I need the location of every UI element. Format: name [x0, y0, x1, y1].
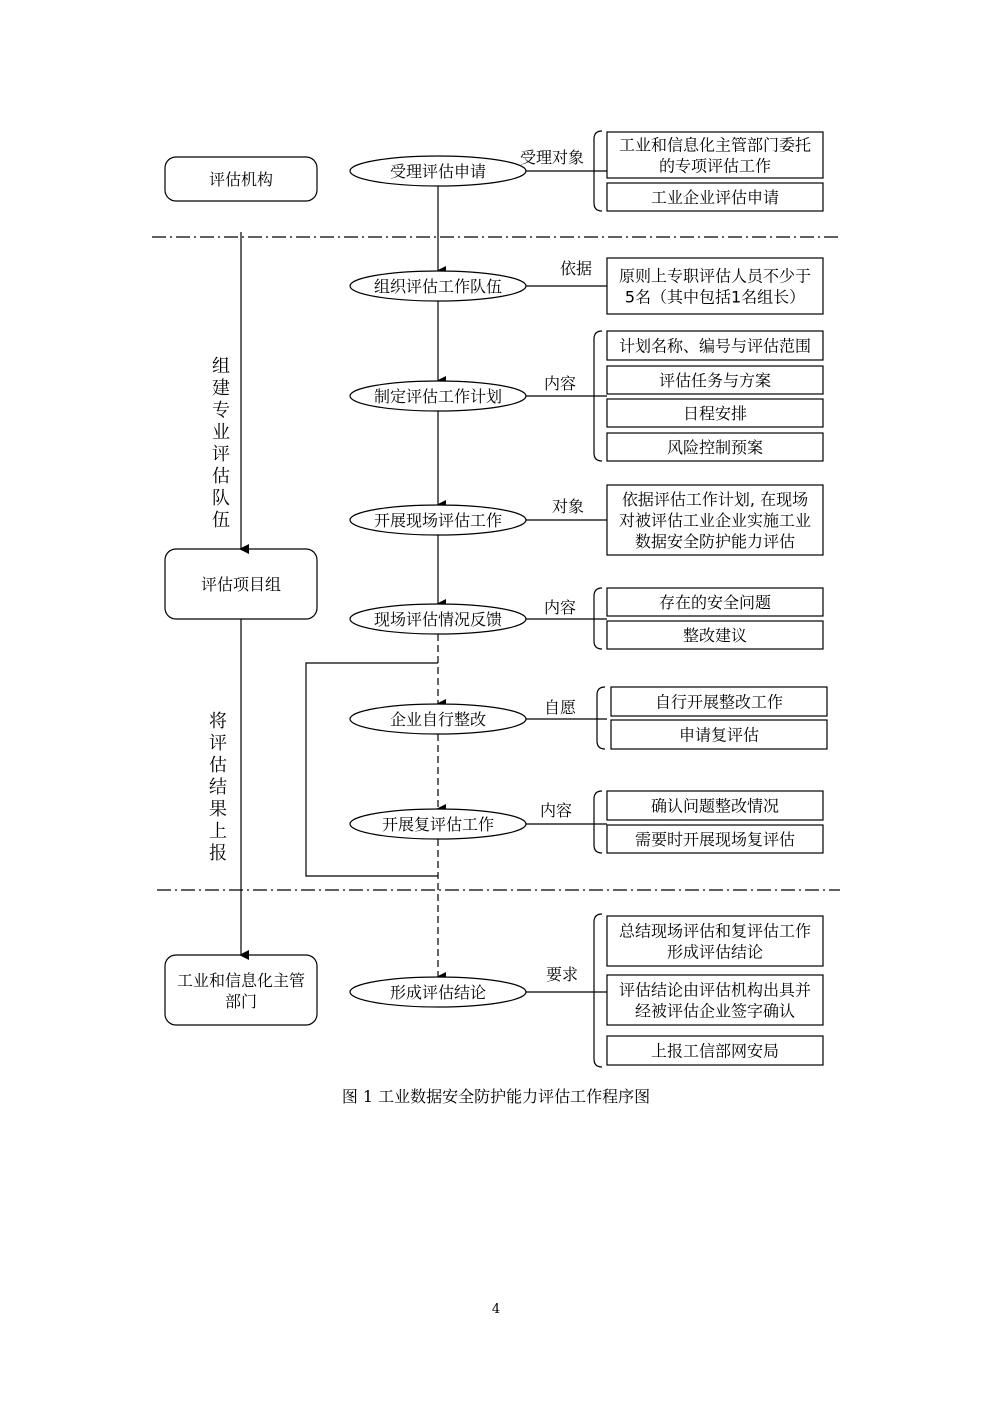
page-number: 4 [491, 1302, 501, 1317]
relation-label: 对象 [551, 497, 585, 516]
item-text: 工业企业评估申请 [650, 188, 780, 207]
vertical-label-char: 上 [209, 821, 227, 842]
item-text: 形成评估结论 [666, 942, 764, 962]
relation-label: 自愿 [543, 698, 577, 717]
step-label: 开展复评估工作 [381, 815, 495, 834]
item-text: 5名（其中包括1名组长） [624, 287, 806, 307]
item-brace [594, 914, 602, 1067]
arrow-label-report-results [209, 711, 227, 864]
relation-label: 受理对象 [519, 148, 585, 167]
step-label: 现场评估情况反馈 [373, 610, 503, 629]
item-text: 原则上专职评估人员不少于 [618, 266, 812, 286]
vertical-label-char: 报 [209, 843, 227, 864]
vertical-label-char: 业 [212, 422, 230, 443]
relation-label: 内容 [543, 598, 577, 617]
item-text: 需要时开展现场复评估 [634, 830, 796, 849]
item-text: 日程安排 [682, 404, 748, 423]
org-box [165, 157, 317, 201]
item-text: 工业和信息化主管部门委托 [618, 135, 812, 155]
rectification-loop-line [306, 663, 438, 876]
vertical-label-char: 将 [209, 711, 227, 732]
vertical-label-char: 评 [209, 733, 227, 754]
item-text: 对被评估工业企业实施工业 [618, 511, 812, 530]
team-box-label: 评估项目组 [200, 575, 282, 594]
item-text: 存在的安全问题 [658, 593, 772, 612]
item-brace [594, 791, 602, 853]
item-brace [597, 687, 605, 749]
process-step [350, 687, 827, 749]
process-step [350, 588, 823, 649]
relation-label: 内容 [543, 374, 577, 393]
process-steps [350, 131, 827, 1067]
process-step [350, 331, 823, 461]
vertical-label-char: 评 [212, 444, 230, 465]
item-text: 风险控制预案 [666, 438, 764, 457]
process-step [350, 258, 823, 314]
relation-label: 依据 [559, 259, 593, 278]
item-text: 计划名称、编号与评估范围 [618, 336, 812, 356]
vertical-label-char: 队 [212, 488, 230, 509]
item-text: 申请复评估 [678, 725, 760, 745]
item-text: 依据评估工作计划, 在现场 [621, 490, 809, 509]
step-label: 组织评估工作队伍 [373, 277, 503, 296]
step-label: 开展现场评估工作 [373, 511, 503, 530]
step-label: 制定评估工作计划 [373, 387, 503, 406]
item-text: 上报工信部网安局 [650, 1041, 780, 1061]
vertical-label-char: 组 [212, 356, 230, 377]
item-text: 整改建议 [682, 626, 748, 645]
authority-box [165, 955, 317, 1025]
vertical-label-char: 伍 [212, 510, 230, 531]
arrow-label-build-team [212, 356, 230, 531]
authority-box-label-line-2: 部门 [224, 992, 258, 1011]
item-text: 评估任务与方案 [658, 371, 772, 390]
org-box-label: 评估机构 [208, 170, 274, 189]
process-step [350, 131, 823, 211]
item-text: 评估结论由评估机构出具并 [618, 980, 812, 1000]
step-label: 受理评估申请 [389, 162, 487, 181]
vertical-label-char: 估 [209, 755, 227, 776]
item-text: 总结现场评估和复评估工作 [618, 921, 812, 941]
process-step [350, 791, 823, 853]
item-text: 的专项评估工作 [658, 156, 772, 176]
step-label: 企业自行整改 [389, 710, 487, 729]
item-text: 经被评估企业签字确认 [634, 1001, 796, 1021]
team-box [165, 549, 317, 619]
process-step [350, 914, 823, 1067]
vertical-label-char: 估 [212, 466, 230, 487]
figure-caption: 图 1 工业数据安全防护能力评估工作程序图 [341, 1087, 651, 1106]
vertical-label-char: 专 [212, 400, 230, 421]
item-text: 数据安全防护能力评估 [634, 532, 796, 551]
step-label: 形成评估结论 [389, 983, 487, 1002]
process-step [350, 485, 823, 555]
item-text: 自行开展整改工作 [654, 692, 784, 712]
item-text: 确认问题整改情况 [650, 796, 780, 816]
vertical-label-char: 结 [209, 777, 227, 798]
authority-box-label-line-1: 工业和信息化主管 [176, 971, 306, 990]
vertical-label-char: 建 [212, 378, 230, 399]
vertical-label-char: 果 [209, 799, 227, 820]
relation-label: 内容 [539, 801, 573, 820]
relation-label: 要求 [545, 965, 579, 984]
